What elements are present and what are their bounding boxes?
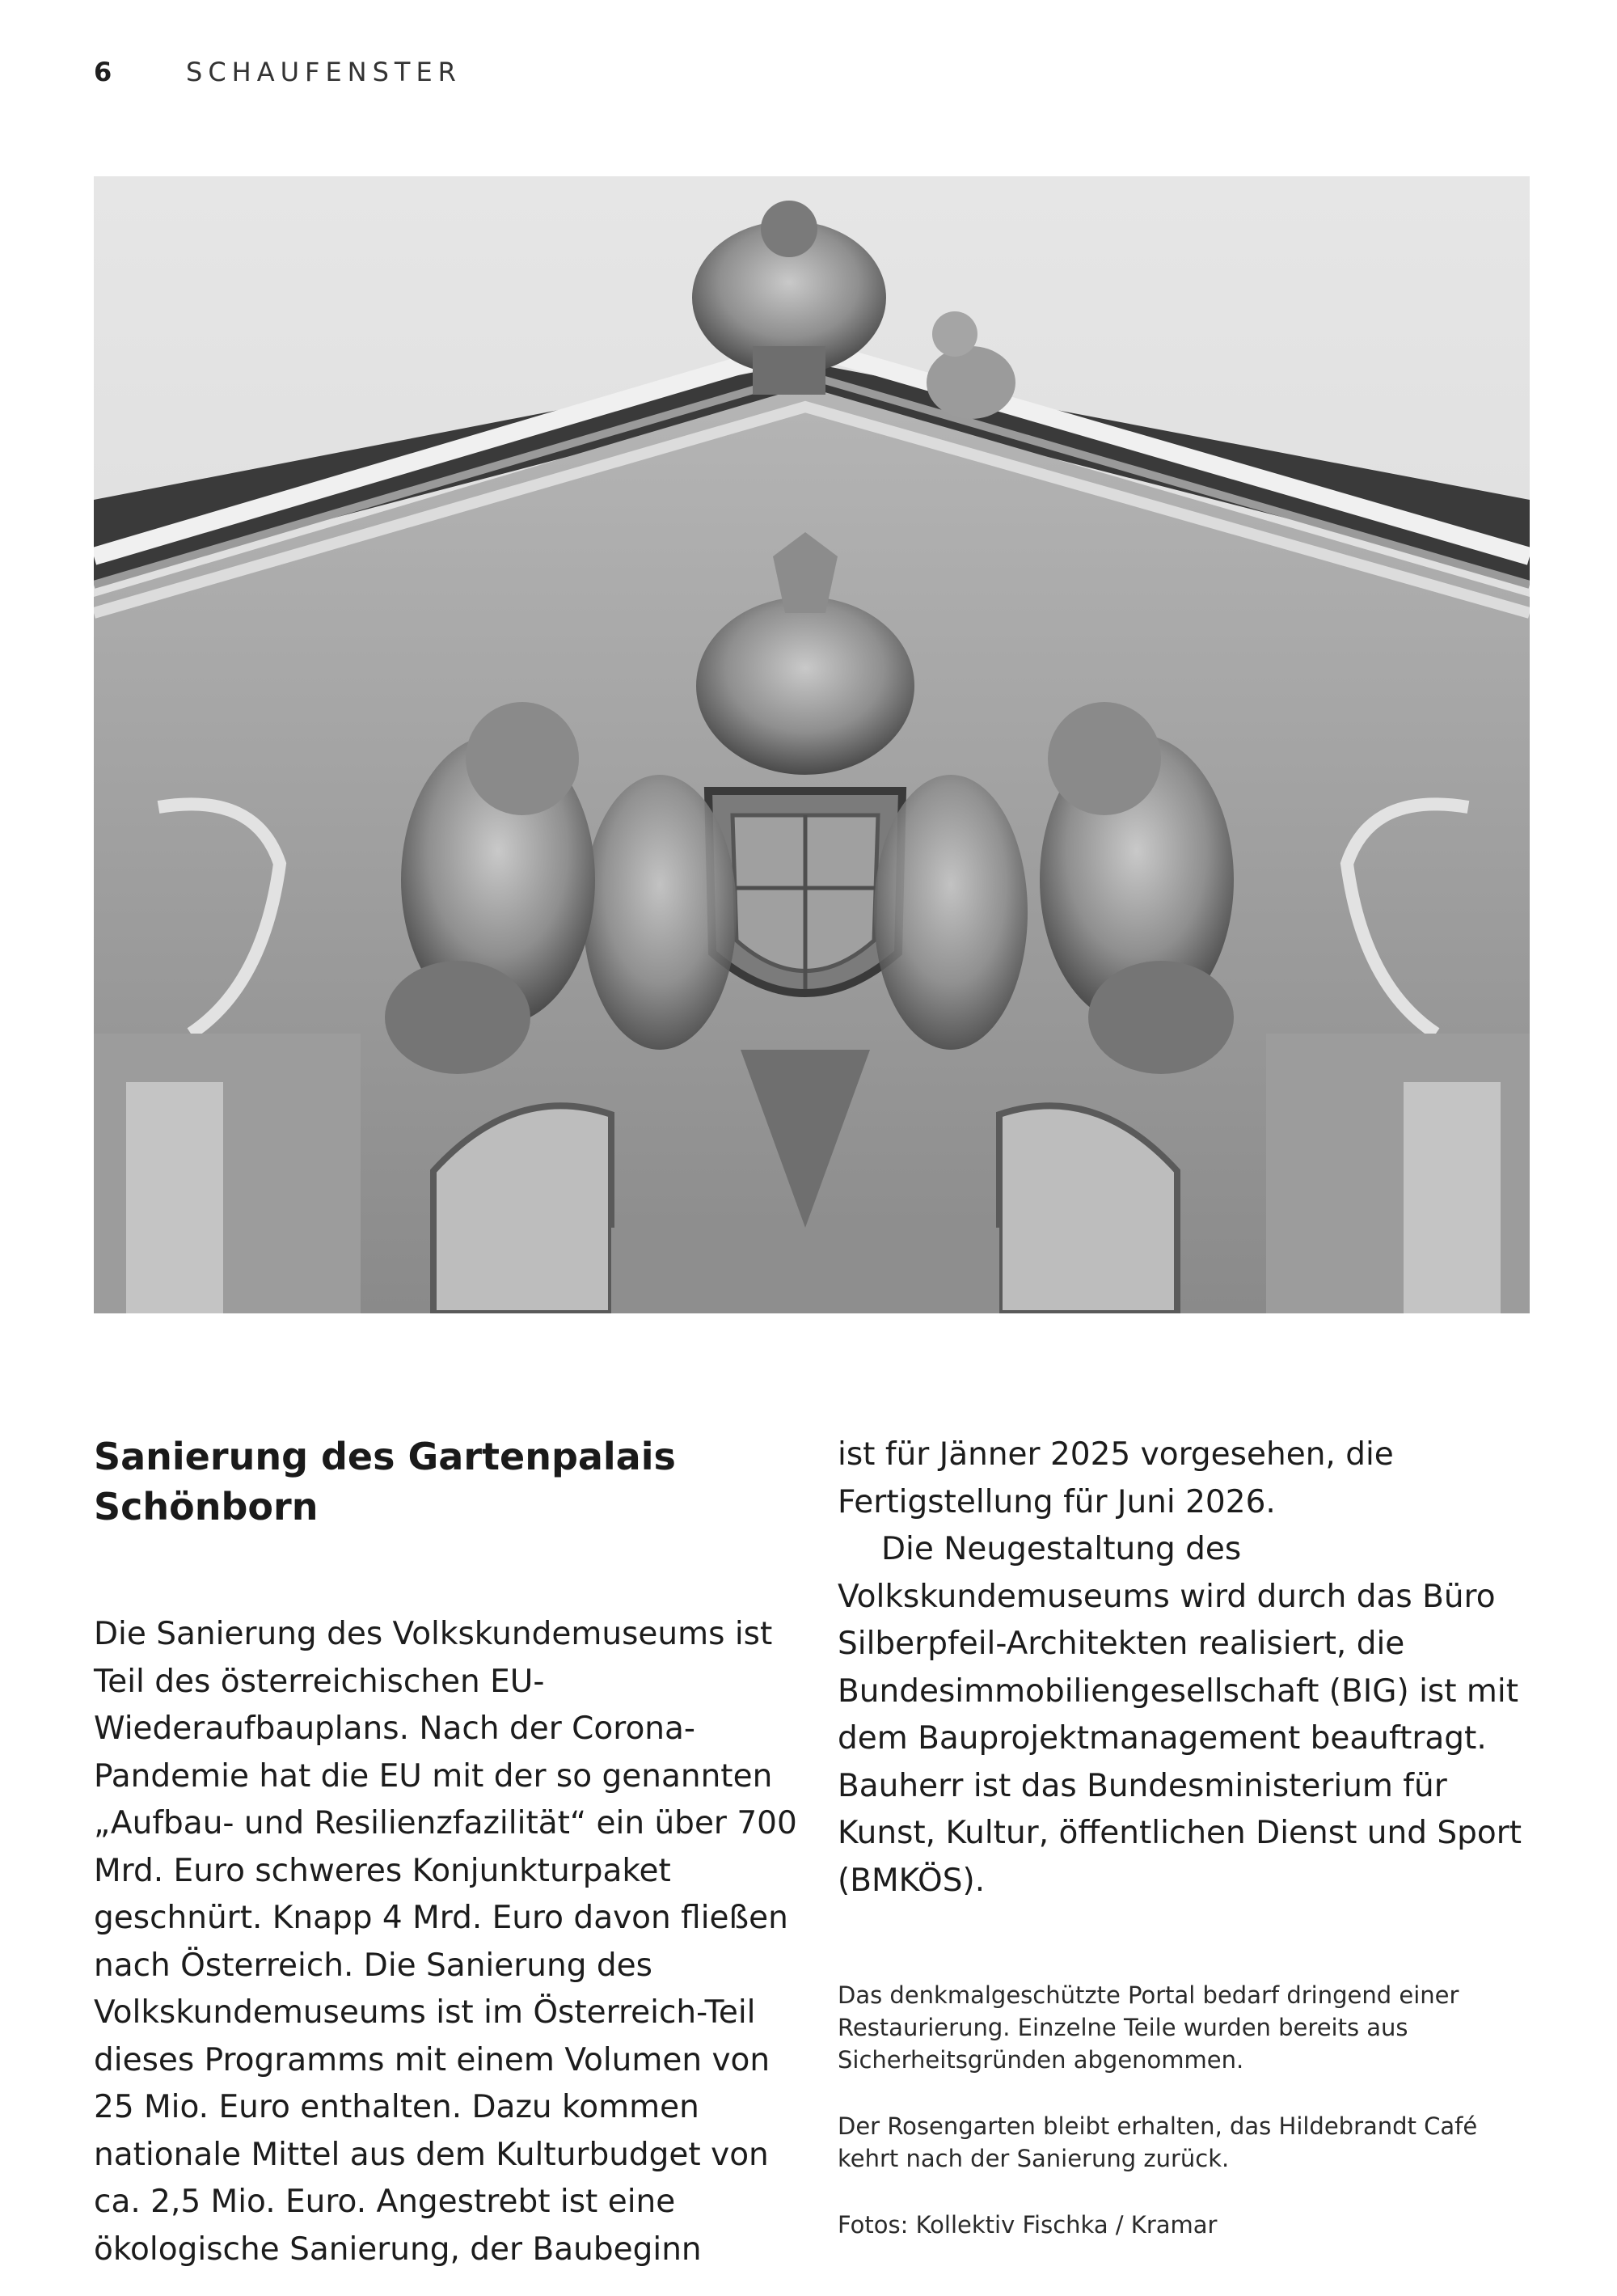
article-right-column bbox=[838, 1431, 1533, 2275]
photo-caption-1: Das denkmalgeschützte Portal bedarf dringend einer Restaurierung. Einzelne Teile wurden bereits aus Sicherheitsgründen abgenommen. bbox=[838, 1981, 1459, 2074]
section-label: SCHAUFENSTER bbox=[186, 57, 462, 87]
article-paragraph-2: Die Neugestaltung des Volkskundemuseums wird durch das Büro Silberpfeil-Architekten realisiert, die Bundesimmobiliengesellschaft (BIG) ist mit dem Bauprojektmanagement beauftragt. Bauherr ist das Bundesministerium für Kunst, Kultur, öffentlichen Dienst und Sport (BMKÖS). bbox=[838, 1531, 1522, 1899]
article-paragraph-1-continued: ist für Jänner 2025 vorgesehen, die Fertigstellung für Juni 2026. bbox=[838, 1436, 1394, 1520]
photo-caption-2: Der Rosengarten bleibt erhalten, das Hildebrandt Café kehrt nach der Sanierung zurück. bbox=[838, 2112, 1478, 2172]
photo-captions bbox=[838, 1979, 1533, 2241]
article-title-line1: Sanierung des Gartenpalais bbox=[94, 1435, 676, 1478]
page-number: 6 bbox=[94, 57, 113, 87]
pediment-photo bbox=[94, 176, 1530, 1313]
article-left-column bbox=[94, 1431, 797, 2273]
photo-credit: Fotos: Kollektiv Fischka / Kramar bbox=[838, 2211, 1218, 2239]
article-title-line2: Schönborn bbox=[94, 1485, 319, 1529]
article-title bbox=[94, 1431, 797, 1532]
article-paragraph-1: Die Sanierung des Volkskundemuseums ist Teil des österreichischen EU-Wiederaufbauplans. Nach der Corona-Pandemie hat die EU mit der so genannten „Aufbau- und Resilienzfazilität“ ein über 700 Mrd. Euro schweres Konjunkturpaket geschnürt. Knapp 4 Mrd. Euro davon fließen nach Österreich. Die Sanierung des Volkskundemuseums ist im Österreich-Teil dieses Programms mit einem Volumen von 25 Mio. Euro enthalten. Dazu kommen nationale Mittel aus dem Kulturbudget von ca. 2,5 Mio. Euro. Angestrebt ist eine ökologische Sanierung, der Baubeginn bbox=[94, 1616, 797, 2268]
